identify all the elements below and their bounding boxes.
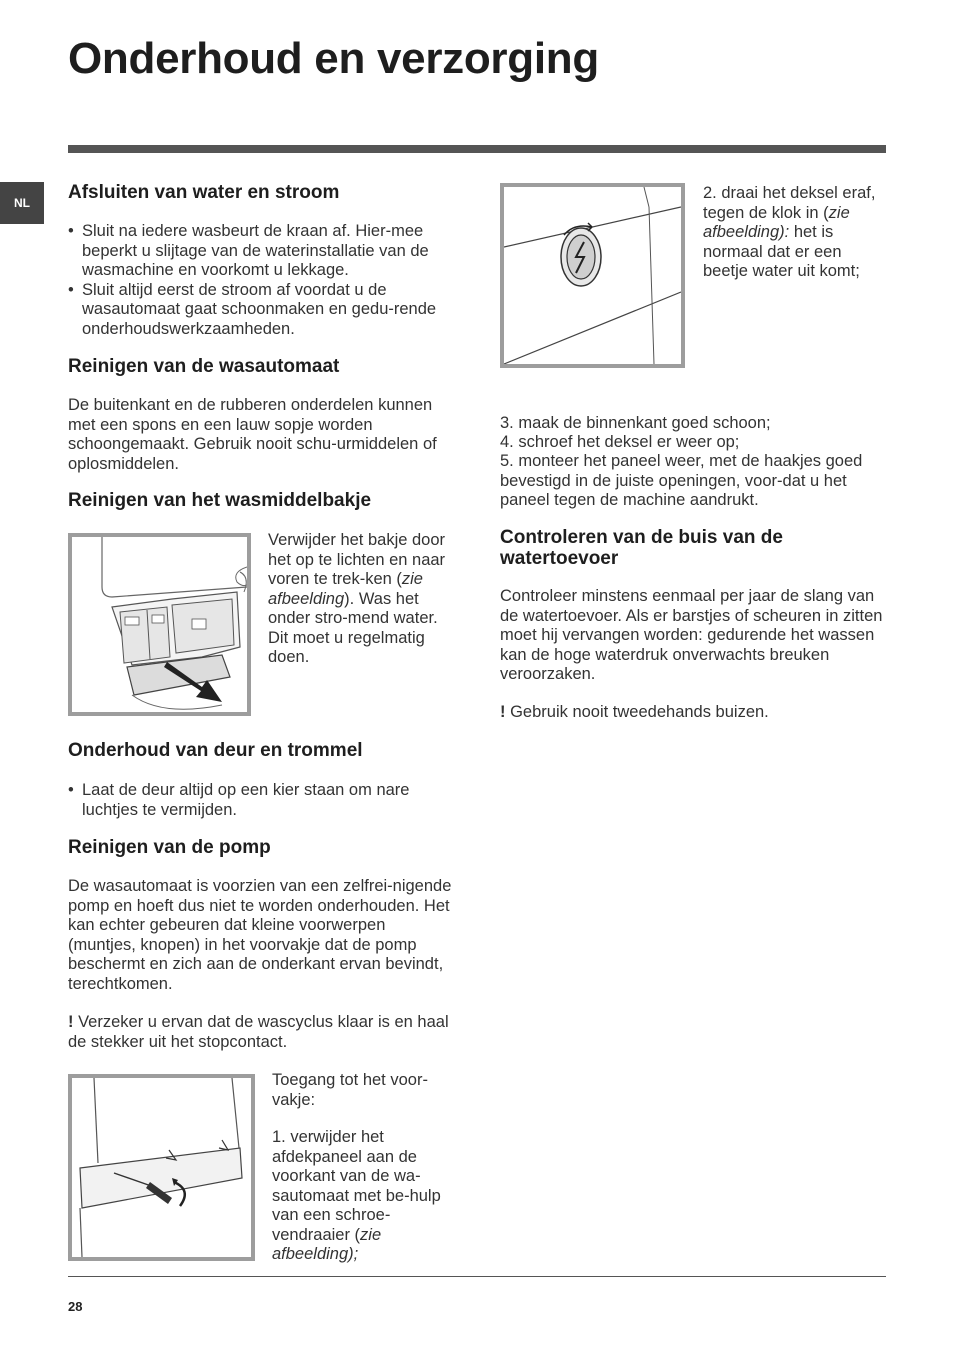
detergent-drawer-illustration — [72, 537, 247, 712]
page-number: 28 — [68, 1299, 83, 1314]
body-wasautomaat: De buitenkant en de rubberen onderdelen kunnen met een spons en een lauw sopje worden schoongemaakt. Gebruik nooit schu-urmiddelen of oplosmiddelen. — [68, 396, 437, 473]
warning-watertoevoer: ! Gebruik nooit tweedehands buizen. — [500, 703, 769, 721]
list-item: • Sluit na iedere wasbeurt de kraan af. Hier-mee beperkt u slijtage van de waterinstallatie van de wasmachine en voorkomt u lekkage. — [68, 222, 454, 281]
step-3: 3. maak de binnenkant goed schoon; — [500, 414, 771, 432]
header-rule — [68, 145, 886, 153]
language-tab: NL — [0, 182, 44, 224]
list-deur-trommel — [68, 781, 454, 820]
step-1: 1. verwijder het afdekpaneel aan de voorkant van de wa-sautomaat met be-hulp van een schroe-vendraaier (zie afbeelding); — [272, 1128, 441, 1263]
pump-cap-illustration — [504, 187, 681, 364]
heading-deur-trommel: Onderhoud van deur en trommel — [68, 740, 363, 761]
figure-pump-panel — [68, 1074, 255, 1261]
heading-wasmiddelbakje: Reinigen van het wasmiddelbakje — [68, 490, 372, 511]
access-intro: Toegang tot het voor-vakje: — [272, 1071, 428, 1109]
footer-rule — [68, 1276, 886, 1277]
body-pomp: De wasautomaat is voorzien van een zelfrei-nigende pomp en hoeft dus niet te worden onderhouden. Het kan echter gebeuren dat kleine voorwerpen (muntjes, knopen) in het voorvakje dat de pomp beschermt en zich aan de onderkant ervan bevindt, terechtkomen. — [68, 877, 452, 993]
figure-detergent-drawer — [68, 533, 251, 716]
heading-water-stroom: Afsluiten van water en stroom — [68, 182, 340, 203]
figure-pump-cap — [500, 183, 685, 368]
heading-wasautomaat: Reinigen van de wasautomaat — [68, 356, 340, 377]
heading-pomp: Reinigen van de pomp — [68, 837, 271, 858]
step-2: 2. draai het deksel eraf, tegen de klok in (zie afbeelding): het is normaal dat er een beetje water uit komt; — [703, 184, 876, 280]
page-title: Onderhoud en verzorging — [68, 34, 599, 83]
body-watertoevoer: Controleer minstens eenmaal per jaar de slang van de watertoevoer. Als er barstjes of scheuren in zitten moet hij vervangen worden: gedurende het wassen kan de hoge waterdruk onverwachts breuken veroorzaken. — [500, 587, 883, 683]
warning-pomp: ! Verzeker u ervan dat de wascyclus klaar is en haal de stekker uit het stopcontact. — [68, 1013, 449, 1051]
pump-panel-illustration — [72, 1078, 251, 1257]
heading-watertoevoer: Controleren van de buis van de watertoevoer — [500, 527, 783, 569]
list-water-stroom — [68, 222, 454, 339]
list-item: • Sluit altijd eerst de stroom af voordat u de wasautomaat gaat schoonmaken en gedu-rende onderhoudswerkzaamheden. — [68, 281, 454, 340]
step-4: 4. schroef het deksel er weer op; — [500, 433, 740, 451]
body-wasmiddelbakje: Verwijder het bakje door het op te lichten en naar voren te trek-ken (zie afbeelding). Was het onder stro-mend water. Dit moet u regelmatig doen. — [268, 531, 446, 666]
step-5: 5. monteer het paneel weer, met de haakjes goed bevestigd in de juiste openingen, voor-dat u het paneel tegen de machine aandrukt. — [500, 452, 863, 509]
list-item: • Laat de deur altijd op een kier staan om nare luchtjes te vermijden. — [68, 781, 454, 820]
